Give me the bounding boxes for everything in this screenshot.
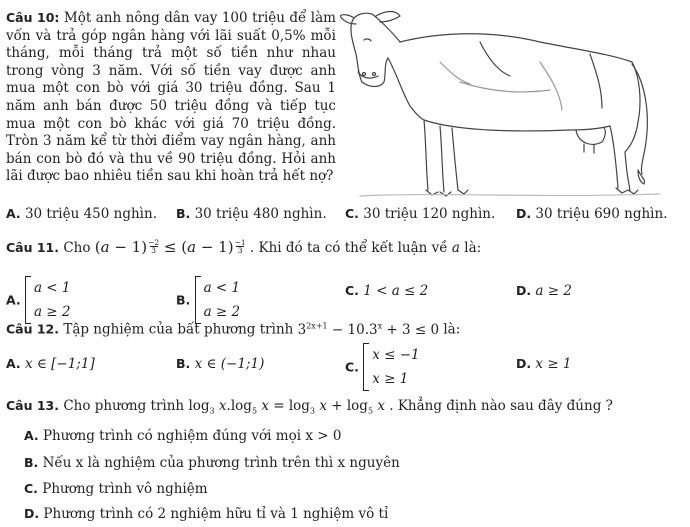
q10-option-b[interactable]: B. 30 triệu 480 nghìn. — [176, 206, 327, 222]
q11-option-d[interactable]: D. a ≥ 2 — [516, 283, 572, 299]
q12-inequality: $3^{2x+1} - 10.3^x + 3 \le 0$ — [297, 321, 440, 338]
question-10-text — [6, 9, 336, 186]
question-13-stem: Câu 13. Cho phương trình $\log_3 x.\log_5$ $x = \log_3 x + \log_5 x$ . Khẳng định nào sau đây đúng ? — [6, 398, 613, 416]
q12-option-b[interactable]: B. x ∈ (−1;1) — [176, 356, 265, 372]
q11-option-b[interactable]: B. a < 1 a ≥ 2 — [176, 276, 240, 324]
q13-option-c[interactable]: C. Phương trình vô nghiệm — [24, 481, 208, 497]
question-10-body: Một anh nông dân vay 100 triệu để làm vốn và trả góp ngân hàng với lãi suất 0,5% mỗi tháng, mỗi tháng trả một số tiền như nhau trong vòng 3 năm. Với số tiền vay được anh mua một con bò với giá 30 triệu đồng. Sau 1 năm anh bán được 50 triệu đồng và tiếp tục mua một con bò khác với giá 70 triệu đồng. Tròn 3 năm kể từ thời điểm vay ngân hàng, anh bán con bò đó và thu về 90 triệu đồng. Hỏi anh lãi được bao nhiêu tiền sau khi hoàn trả hết nợ? — [6, 10, 336, 185]
q10-option-c[interactable]: C. 30 triệu 120 nghìn. — [345, 206, 496, 222]
q12-option-c[interactable]: C. x ≤ −1 x ≥ 1 — [345, 343, 420, 391]
cow-illustration — [340, 2, 670, 200]
question-10-label: Câu 10: — [6, 10, 60, 25]
q11-option-a[interactable]: A. a < 1 a ≥ 2 — [6, 276, 71, 324]
q11-option-c[interactable]: C. 1 < a ≤ 2 — [345, 283, 429, 299]
question-12-stem: Câu 12. Tập nghiệm của bất phương trình $3^{2x+1} - 10.3^x + 3 \le 0$ là: — [6, 321, 461, 338]
q13-option-d[interactable]: D. Phương trình có 2 nghiệm hữu tỉ và 1 nghiệm vô tỉ — [24, 506, 389, 522]
q12-option-a[interactable]: A. x ∈ [−1;1] — [6, 356, 95, 372]
q13-option-b[interactable]: B. Nếu x là nghiệm của phương trình trên thì x nguyên — [24, 455, 400, 471]
q12-option-d[interactable]: D. x ≥ 1 — [516, 356, 572, 372]
q10-option-d[interactable]: D. 30 triệu 690 nghìn. — [516, 206, 668, 222]
q11-inequality: (a − 1) $\frac{-2}{3}$ ≤ (a − 1) $\frac{-1}{3}$ — [94, 238, 246, 256]
question-11-stem: Câu 11. Cho (a − 1) $\frac{-2}{3}$ ≤ (a − 1) $\frac{-1}{3}$ . Khi đó ta có thể kết luận về a là: — [6, 238, 482, 256]
q10-option-a[interactable]: A. 30 triệu 450 nghìn. — [6, 206, 157, 222]
q13-equation: $\log_3 x.\log_5$ $x = \log_3 x + \log_5 x$ — [188, 398, 385, 416]
q13-option-a[interactable]: A. Phương trình có nghiệm đúng với mọi x > 0 — [24, 428, 342, 444]
